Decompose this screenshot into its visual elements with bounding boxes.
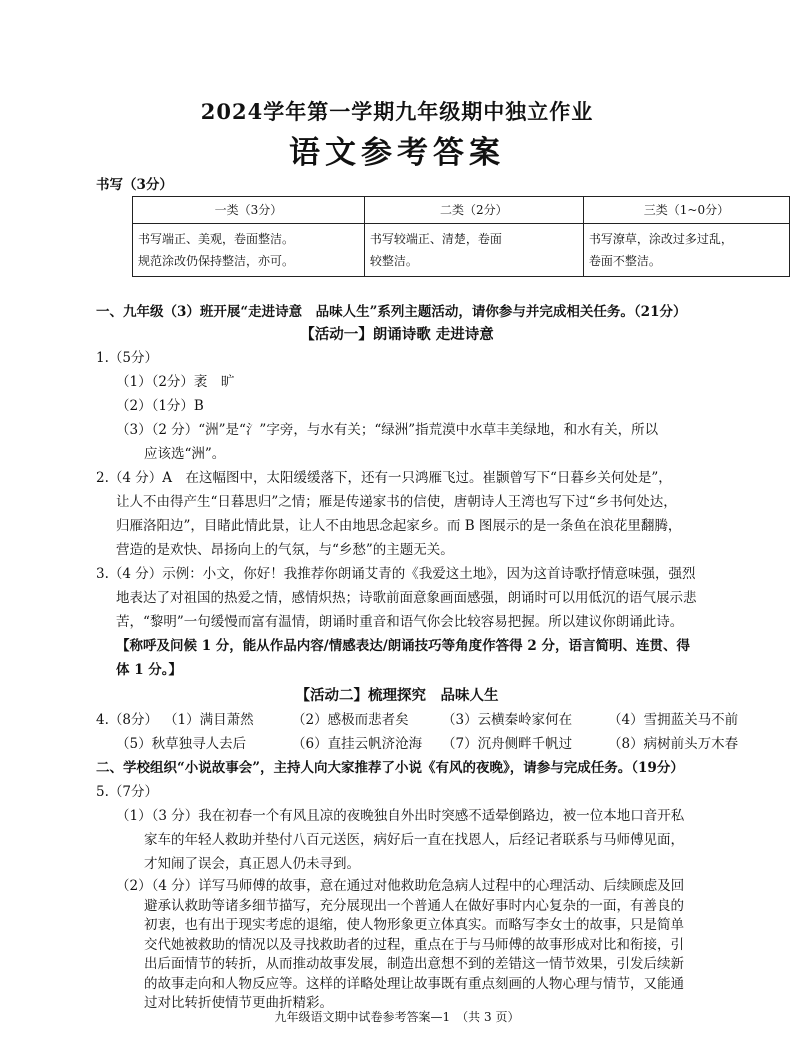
- cell-line: 规范涂改仍保持整洁，亦可。: [138, 254, 295, 268]
- q5-answer-2-line2: 避承认救助等诸多细节描写，充分展现出一个普通人在做好事时内心复杂的一面，有善良的: [144, 897, 684, 914]
- section2-heading: 二、学校组织“小说故事会”，主持人向大家推荐了小说《有风的夜晚》，请参与完成任务。（19分）: [96, 760, 684, 776]
- q1-answer-1: （1）（2分）袤 旷: [116, 374, 235, 390]
- q3-scoring-note-line1: 【称呼及问候 1 分，能从作品内容/情感表达/朗诵技巧等角度作答得 2 分，语言简明、连贯、得: [116, 638, 690, 654]
- q5-answer-2-line5: 出后面情节的转折，从而推动故事发展，制造出意想不到的差错这一情节效果，引发后续新: [144, 956, 684, 972]
- table-cell: [364, 224, 583, 277]
- q4-item: （7）沉舟侧畔千帆过: [442, 736, 573, 752]
- q4-item: （1）满目萧然: [164, 712, 254, 728]
- q1-answer-3-line2: 应该选“洲”。: [144, 446, 226, 462]
- activity2-heading: 【活动二】梳理探究 品味人生: [295, 687, 499, 704]
- q4-item: （2）感极而悲者矣: [292, 712, 409, 728]
- q3-line3: 苦，“黎明”一句缓慢而富有温情，朗诵时重音和语气你会比较容易把握。所以建议你朗诵此诗。: [116, 614, 684, 630]
- q5-answer-1-line3: 才知闹了误会，真正恩人仍未寻到。: [144, 856, 360, 872]
- table-row: [133, 224, 790, 277]
- cell-line: 书写较端正、清楚，卷面: [369, 232, 502, 246]
- writing-label: 书写（3分）: [96, 177, 173, 193]
- q2-line2: 让人不由得产生“日暮思归”之情；雁是传递家书的信使，唐朝诗人王湾也写下过“乡书何处达，: [116, 494, 677, 510]
- cell-line: 书写端正、美观，卷面整洁。: [138, 232, 295, 246]
- q1-label: 1.（5分）: [96, 350, 158, 366]
- q3-line1: 3.（4 分）示例：小文，你好！我推荐你朗诵艾青的《我爱这土地》，因为这首诗歌抒情意味强，强烈: [96, 566, 696, 582]
- cell-line: 书写潦草，涂改过多过乱，: [588, 232, 733, 246]
- q5-answer-2-line7: 过对比转折使情节更曲折精彩。: [144, 995, 333, 1011]
- column-header: 一类（3分）: [133, 197, 365, 224]
- activity1-heading: 【活动一】朗诵诗歌 走进诗意: [300, 326, 494, 343]
- q5-label: 5.（7分）: [96, 784, 158, 800]
- q5-answer-2-line3: 初衷，也有出于现实考虑的退缩，使人物形象更立体真实。而略写李女士的故事，只是简单: [144, 917, 684, 933]
- q1-answer-2: （2）（1分）B: [116, 398, 204, 414]
- cell-line: 卷面不整洁。: [588, 254, 661, 268]
- answer-title: 语文参考答案: [289, 135, 505, 171]
- table-cell: [583, 224, 789, 277]
- q5-answer-2-line6: 的故事走向和人物反应等。这样的详略处理让故事既有重点刻画的人物心理与情节，又能通: [144, 975, 684, 992]
- q4-item: （6）直挂云帆济沧海: [292, 736, 423, 752]
- cell-line: 较整洁。: [369, 254, 418, 268]
- q5-answer-2-line4: 交代她被救助的情况以及寻找救助者的过程，重点在于与马师傅的故事形成对比和衔接，引: [144, 936, 684, 953]
- q2-line3: 归雁洛阳边”，目睹此情此景，让人不由地思念起家乡。而 B 图展示的是一条鱼在浪花里翻腾，: [116, 518, 682, 534]
- page-footer: 九年级语文期中试卷参考答案—1 （共 3 页）: [274, 1010, 520, 1024]
- q4-item: （4）雪拥蓝关马不前: [608, 712, 739, 728]
- table-cell: [133, 224, 365, 277]
- exam-title: 2024学年第一学期九年级期中独立作业: [200, 99, 594, 124]
- column-header: 三类（1~0分）: [583, 197, 789, 224]
- table-header-row: [133, 197, 790, 224]
- q3-line2: 地表达了对祖国的热爱之情，感情炽热；诗歌前面意象画面感强，朗诵时可以用低沉的语气展示悲: [116, 590, 697, 606]
- q4-item: （5）秋草独寻人去后: [116, 736, 247, 752]
- section1-heading: 一、九年级（3）班开展“走进诗意 品味人生”系列主题活动，请你参与并完成相关任务。（21分）: [96, 304, 687, 320]
- q4-item: （8）病树前头万木春: [608, 736, 739, 752]
- column-header: 二类（2分）: [364, 197, 583, 224]
- q4-label: 4.（8分）: [96, 712, 158, 728]
- q5-answer-2-line1: （2）（4 分）详写马师傅的故事，意在通过对他救助危急病人过程中的心理活动、后续顾虑及回: [116, 878, 685, 894]
- q3-scoring-note-line2: 体 1 分。】: [116, 662, 183, 678]
- q5-answer-1-line2: 家车的年轻人救助并垫付八百元送医，病好后一直在找恩人，后经记者联系与马师傅见面，: [144, 832, 684, 848]
- q4-item: （3）云横秦岭家何在: [442, 712, 573, 728]
- q2-line4: 营造的是欢快、昂扬向上的气氛，与“乡愁”的主题无关。: [116, 542, 454, 558]
- writing-grade-table: [132, 196, 790, 277]
- q2-line1: 2.（4 分）A 在这幅图中，太阳缓缓落下，还有一只鸿雁飞过。崔颢曾写下“日暮乡关何处是”，: [96, 470, 672, 486]
- q1-answer-3-line1: （3）（2 分）“洲”是“氵”字旁，与水有关；“绿洲”指荒漠中水草丰美绿地，和水有关，所以: [116, 422, 659, 438]
- q5-answer-1-line1: （1）（3 分）我在初春一个有风且凉的夜晚独自外出时突感不适晕倒路边，被一位本地口音开私: [116, 808, 685, 824]
